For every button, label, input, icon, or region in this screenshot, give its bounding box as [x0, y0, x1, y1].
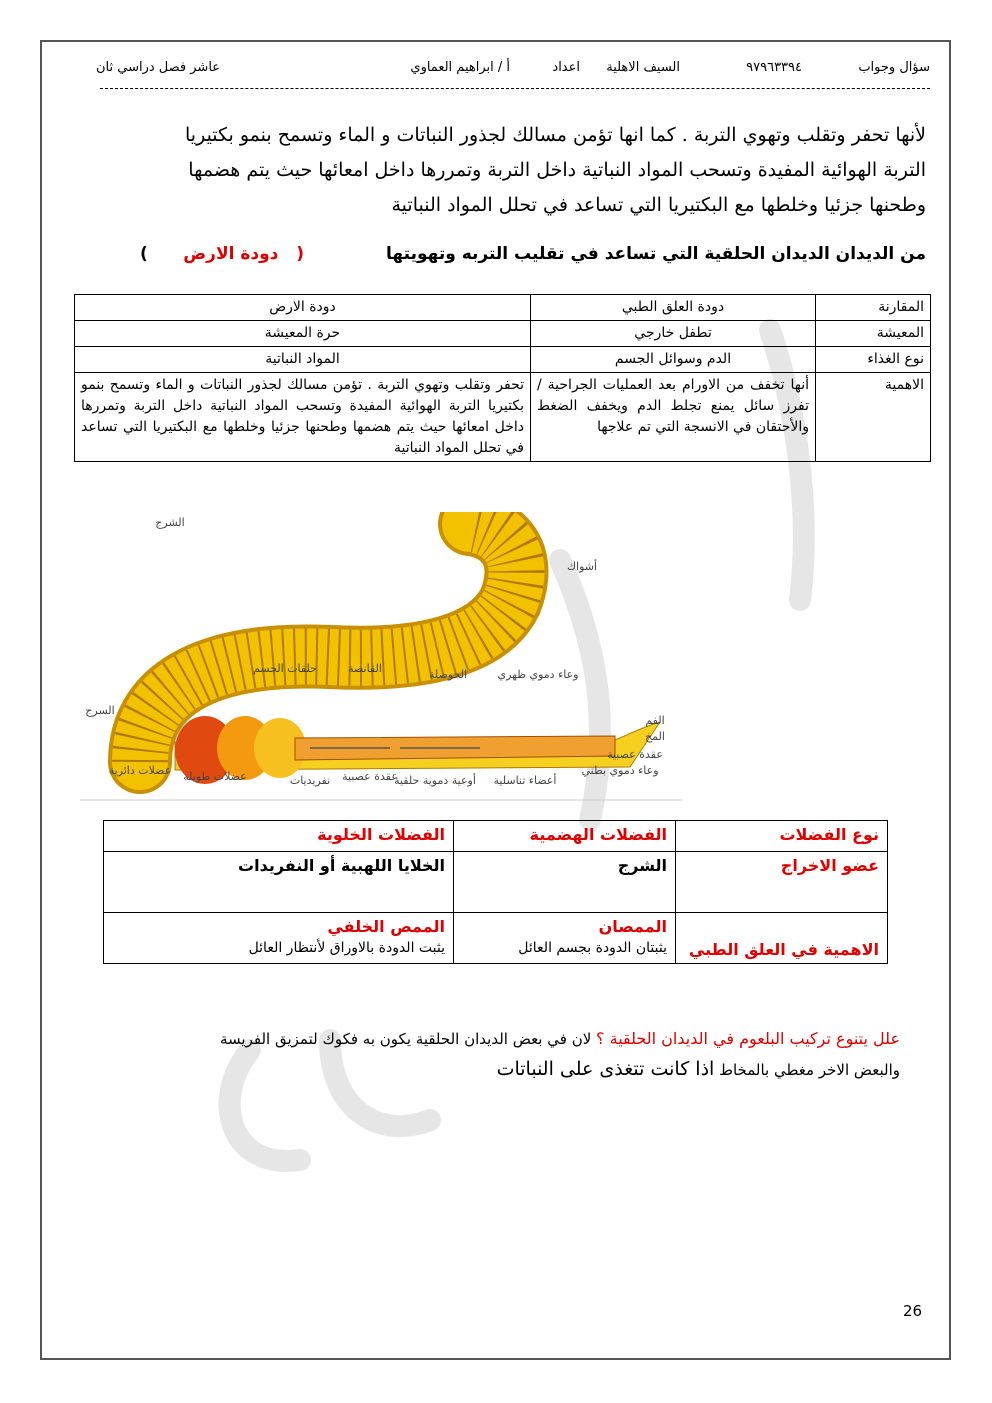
header-qa: سؤال وجواب — [858, 60, 930, 75]
table-cell: نوع الغذاء — [816, 347, 931, 373]
label-crop: الحوصلة — [428, 668, 468, 681]
header-prepared-by: اعداد — [552, 60, 580, 75]
table-cell — [104, 913, 454, 964]
suckers-note: يثبتان الدودة بجسم العائل — [518, 940, 667, 956]
label-front-ganglion: عقدة عصبية — [607, 748, 663, 761]
label-ventral-vessel: وعاء دموي بطني — [581, 764, 659, 777]
label-ganglion: عقدة عصبية — [342, 770, 398, 783]
question-text: من الديدان الديدان الحلقية التي تساعد في تقليب التربه وتهويتها — [386, 244, 926, 264]
intro-line: وطحنها جزئيا وخلطها مع البكتيريا التي تساعد في تحلل المواد النباتية — [391, 194, 926, 216]
answer-text: دودة الارض — [183, 244, 279, 264]
table-cell: الدم وسوائل الجسم — [531, 347, 816, 373]
why-question-block — [74, 1026, 900, 1087]
label-mouth: الفم — [645, 714, 665, 727]
label-segments: حلقات الجسم — [253, 662, 317, 675]
header-author: أ / ابراهيم العماوي — [410, 60, 510, 75]
table-row — [104, 913, 888, 964]
why-line — [74, 1026, 900, 1052]
excretion-table — [103, 820, 888, 964]
table-row — [104, 852, 888, 913]
label-brain: المخ — [645, 730, 665, 743]
table-cell: الخلايا اللهبية أو النفريدات — [104, 852, 454, 913]
header-phone: ٩٧٩٦٣٣٩٤ — [746, 60, 802, 75]
table-row — [75, 321, 931, 347]
label-nephridia: نفريديات — [289, 774, 331, 787]
why-question: علل يتنوع تركيب البلعوم في الديدان الحلقية ؟ — [596, 1029, 900, 1048]
table-row — [75, 295, 931, 321]
label-dorsal-vessel: وعاء دموي ظهري — [497, 668, 579, 681]
table-cell: الفضلات الخلوية — [104, 821, 454, 852]
table-cell: أنها تخفف من الاورام بعد العمليات الجراحية / تفرز سائل يمنع تجلط الدم ويخفف الضغط والأحتقان في الانسجة التي تم علاجها — [531, 373, 816, 462]
why-answer-3: اذا كانت تتغذى على النباتات — [496, 1058, 715, 1080]
header-school: السيف الاهلية — [606, 60, 680, 75]
page-number: 26 — [903, 1302, 923, 1320]
label-setae: أشواك — [566, 560, 598, 573]
rear-sucker-note: يثبت الدودة بالاوراق لأنتظار العائل — [248, 940, 445, 956]
why-answer-1: لان في بعض الديدان الحلقية يكون به فكوك لتمزيق الفريسة — [220, 1030, 592, 1048]
table-cell: المعيشة — [816, 321, 931, 347]
intro-line: لأنها تحفر وتقلب وتهوي التربة . كما انها تؤمن مسالك لجذور النباتات و الماء وتسمح بنمو بكتيريا — [185, 124, 926, 146]
question-answer — [140, 244, 304, 264]
intro-line: التربة الهوائية المفيدة وتسحب المواد النباتية داخل التربة وتمررها داخل امعائها حيث يتم هضمها — [188, 159, 926, 181]
intro-paragraph — [96, 118, 926, 223]
table-cell: تطفل خارجي — [531, 321, 816, 347]
table-cell: المقارنة — [816, 295, 931, 321]
label-circular-muscles: عضلات دائرية — [108, 764, 172, 777]
table-row — [104, 821, 888, 852]
label-gizzard: القانصة — [348, 662, 382, 675]
table-cell: عضو الاخراج — [676, 852, 888, 913]
rear-sucker-title: الممص الخلفي — [327, 917, 445, 936]
table-cell: الاهمية في العلق الطبي — [676, 913, 888, 964]
label-saddle: السرج — [85, 704, 115, 717]
table-cell: نوع الفضلات — [676, 821, 888, 852]
label-long-muscles: عضلات طويلة — [183, 770, 247, 783]
table-cell — [454, 913, 676, 964]
comparison-table — [74, 294, 931, 462]
header-divider — [100, 88, 930, 89]
why-answer-2: والبعض الاخر مغطي بالمخاط — [719, 1061, 900, 1079]
table-cell: الشرج — [454, 852, 676, 913]
question-line — [140, 244, 926, 272]
table-cell: دودة العلق الطبي — [531, 295, 816, 321]
table-cell: الاهمية — [816, 373, 931, 462]
label-ring-vessels: أوعية دموية حلقية — [394, 774, 476, 787]
table-row — [75, 347, 931, 373]
table-row — [75, 373, 931, 462]
table-cell: تحفر وتقلب وتهوي التربة . تؤمن مسالك لجذور النباتات و الماء وتسمح بنمو بكتيريا التربة الهوائية المفيدة وتسحب المواد النباتية داخل التربة وتمررها داخل امعائها حيث يتم هضمها وطحنها جزئيا وخلطها مع البكتيريا التي تساعد في تحلل المواد النباتية — [75, 373, 531, 462]
close-paren: ) — [140, 244, 148, 264]
suckers-title: الممصان — [598, 917, 667, 936]
table-cell: حرة المعيشة — [75, 321, 531, 347]
table-cell: دودة الارض — [75, 295, 531, 321]
open-paren: ( — [296, 244, 304, 264]
label-anus: الشرج — [155, 516, 185, 529]
table-cell: الفضلات الهضمية — [454, 821, 676, 852]
header-grade: عاشر فصل دراسي ثان — [96, 60, 221, 75]
page-header — [96, 60, 930, 82]
label-reproductive: أعضاء تناسلية — [493, 774, 557, 787]
earthworm-diagram — [70, 512, 690, 802]
why-line — [74, 1052, 900, 1087]
table-cell: المواد النباتية — [75, 347, 531, 373]
